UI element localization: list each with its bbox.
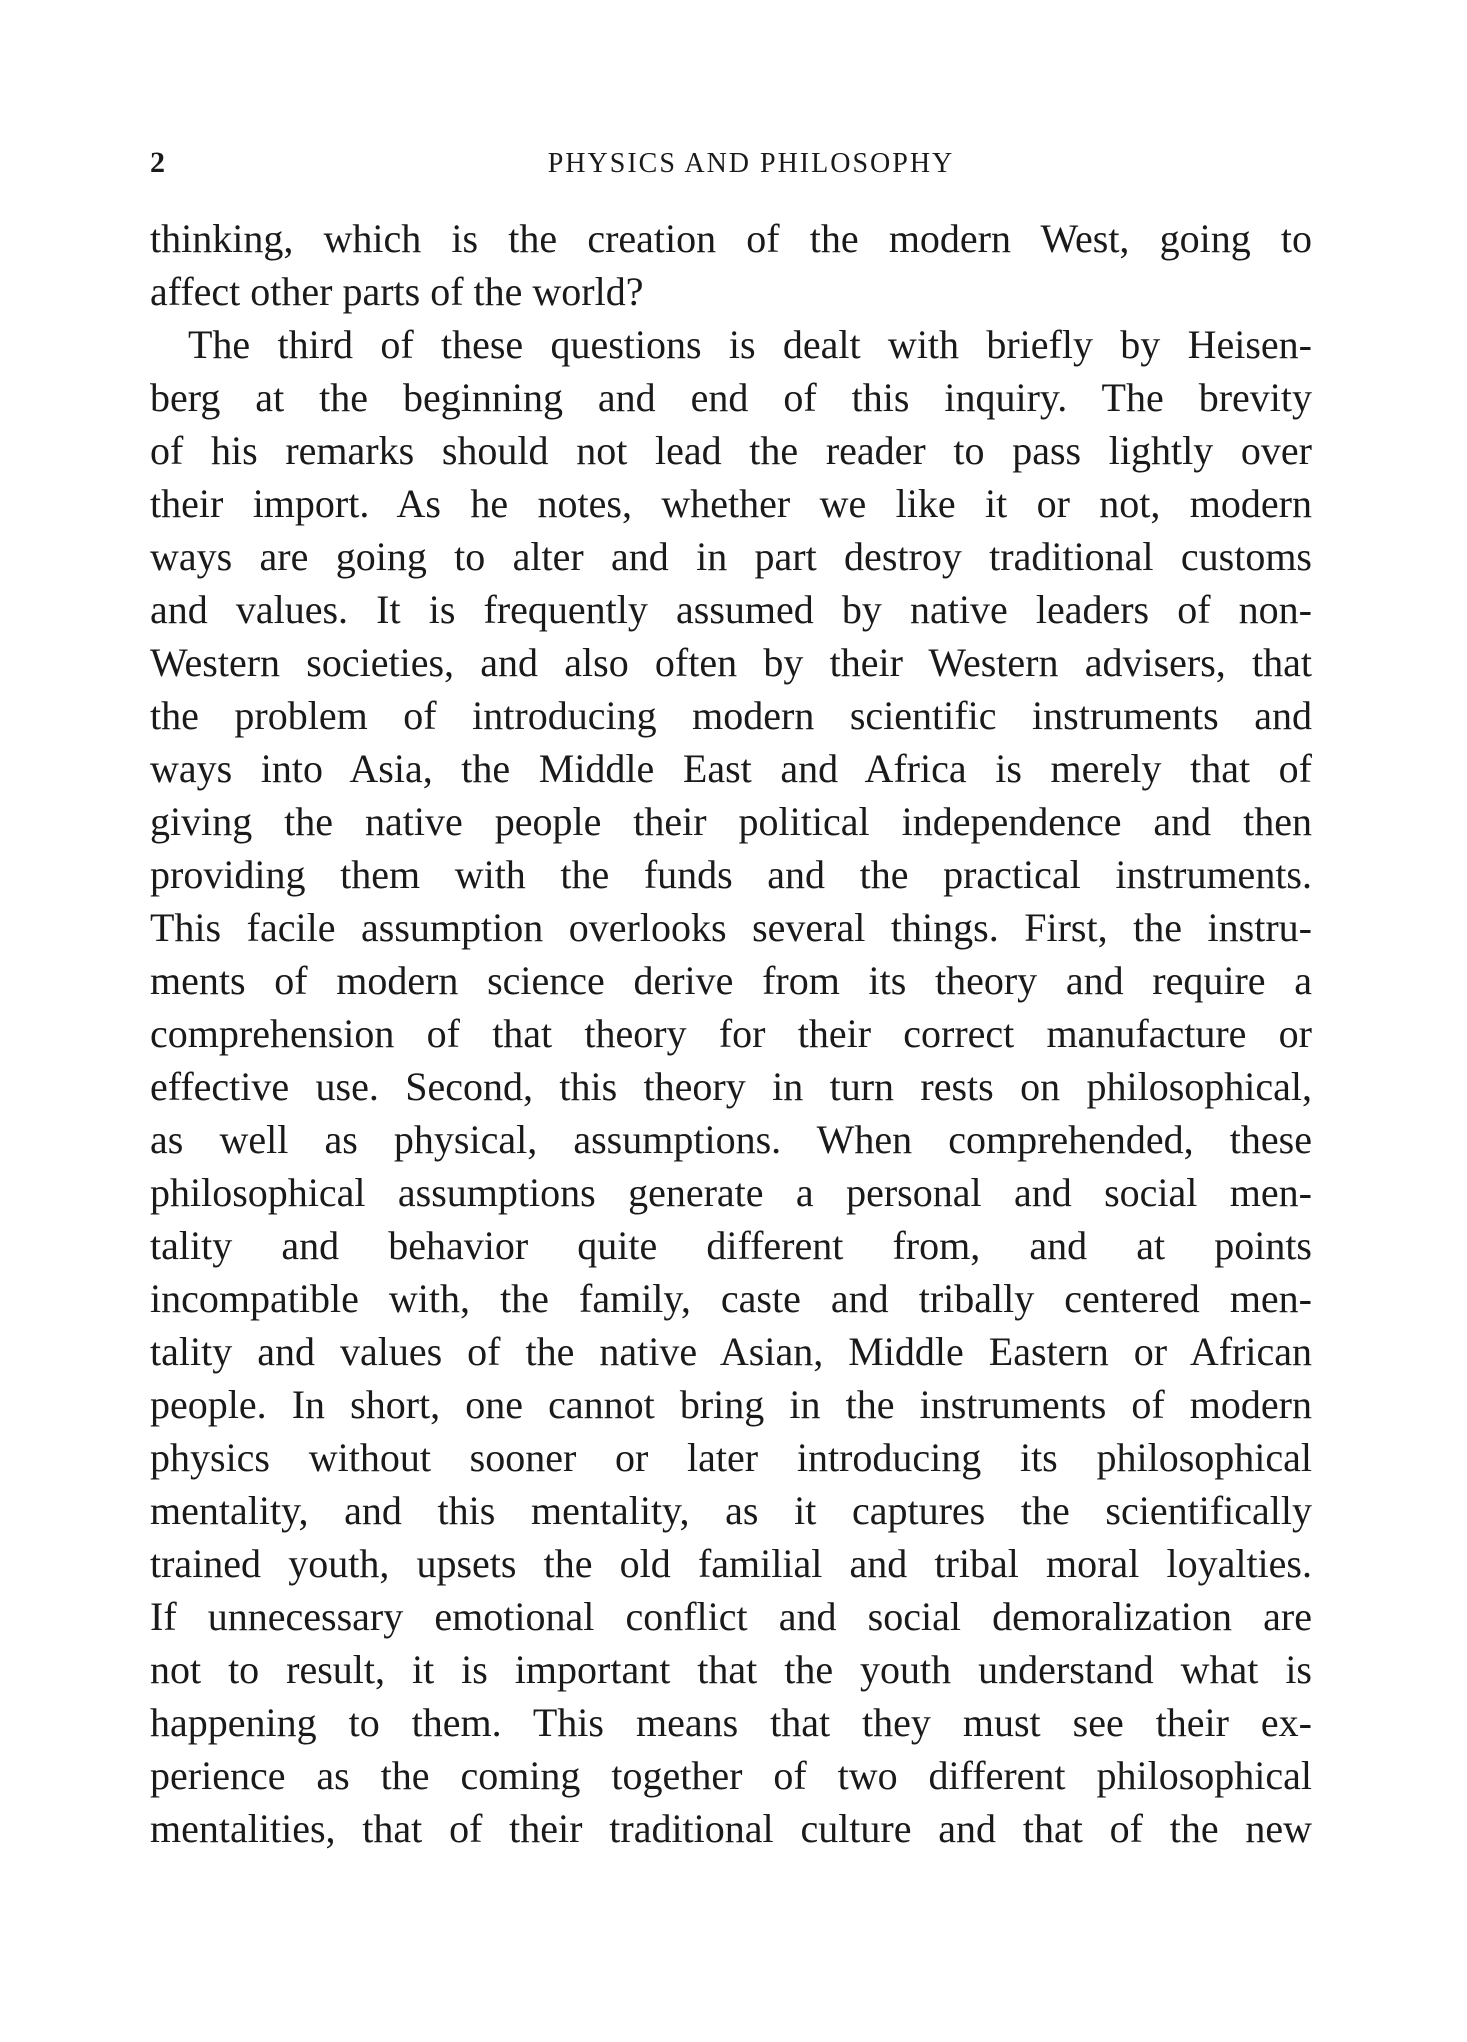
page-number: 2 <box>150 146 165 179</box>
text-line: people. In short, one cannot bring in the instruments of modern <box>150 1382 1312 1427</box>
text-line: Western societies, and also often by their Western advisers, that <box>150 640 1312 685</box>
text-line: happening to them. This means that they must see their ex- <box>150 1700 1312 1745</box>
text-line: This facile assumption overlooks several things. First, the instru- <box>150 905 1312 950</box>
text-line: and values. It is frequently assumed by native leaders of non- <box>150 587 1312 632</box>
text-line: thinking, which is the creation of the modern West, going to <box>150 216 1312 261</box>
text-line: affect other parts of the world? <box>150 269 644 314</box>
text-line: their import. As he notes, whether we like it or not, modern <box>150 481 1312 526</box>
text-line: effective use. Second, this theory in turn rests on philosophical, <box>150 1064 1312 1109</box>
text-line: If unnecessary emotional conflict and social demoralization are <box>150 1594 1312 1639</box>
text-line: physics without sooner or later introducing its philosophical <box>150 1435 1312 1480</box>
text-line: The third of these questions is dealt with briefly by Heisen- <box>188 322 1312 367</box>
text-line: mentality, and this mentality, as it captures the scientifically <box>150 1488 1312 1533</box>
text-line: mentalities, that of their traditional culture and that of the new <box>150 1806 1312 1851</box>
text-line: providing them with the funds and the practical instruments. <box>150 852 1312 897</box>
text-line: as well as physical, assumptions. When comprehended, these <box>150 1117 1312 1162</box>
text-line: ments of modern science derive from its theory and require a <box>150 958 1312 1003</box>
text-line: trained youth, upsets the old familial and tribal moral loyalties. <box>150 1541 1312 1586</box>
paragraph-2 <box>150 318 1312 1855</box>
text-line: incompatible with, the family, caste and tribally centered men- <box>150 1276 1312 1321</box>
text-line: giving the native people their political independence and then <box>150 799 1312 844</box>
text-line: not to result, it is important that the youth understand what is <box>150 1647 1312 1692</box>
text-line: tality and values of the native Asian, Middle Eastern or African <box>150 1329 1312 1374</box>
running-head: PHYSICS AND PHILOSOPHY <box>547 148 955 179</box>
text-line: the problem of introducing modern scientific instruments and <box>150 693 1312 738</box>
page-header <box>150 140 1312 190</box>
paragraph-1 <box>150 212 1312 318</box>
text-line: perience as the coming together of two different philosophical <box>150 1753 1312 1798</box>
body-text <box>150 212 1312 1855</box>
text-line: berg at the beginning and end of this inquiry. The brevity <box>150 375 1312 420</box>
text-line: comprehension of that theory for their correct manufacture or <box>150 1011 1312 1056</box>
text-line: of his remarks should not lead the reader to pass lightly over <box>150 428 1312 473</box>
text-line: philosophical assumptions generate a personal and social men- <box>150 1170 1312 1215</box>
text-line: ways are going to alter and in part destroy traditional customs <box>150 534 1312 579</box>
text-line: ways into Asia, the Middle East and Africa is merely that of <box>150 746 1312 791</box>
text-line: tality and behavior quite different from, and at points <box>150 1223 1312 1268</box>
